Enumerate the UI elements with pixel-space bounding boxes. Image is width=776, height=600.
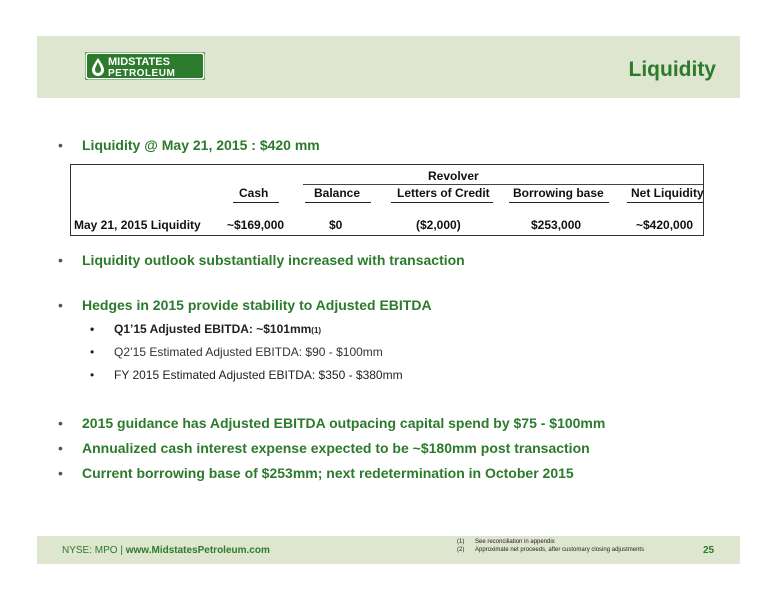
bullet-marker: • (58, 465, 63, 481)
cell-net-liquidity: ~$420,000 (636, 218, 694, 232)
col-header-net-liquidity: Net Liquidity (631, 186, 704, 200)
footer-url[interactable]: www.MidstatesPetroleum.com (125, 545, 270, 556)
footnotes (457, 538, 644, 554)
sub-bullet-fy (90, 368, 403, 382)
cell-cash: ~$169,000 (227, 218, 285, 232)
bullet-text: 2015 guidance has Adjusted EBITDA outpacing capital spend by $75 - $100mm (82, 415, 606, 431)
col-underline (627, 202, 703, 203)
sub-bullet-marker: • (90, 322, 95, 336)
col-underline (233, 202, 279, 203)
sub-bullet-q1 (90, 322, 321, 336)
col-underline (391, 202, 493, 203)
sub-bullet-text: FY 2015 Estimated Adjusted EBITDA: $350 - $380mm (114, 368, 403, 382)
bullet-hedges (58, 297, 432, 313)
page-number: 25 (703, 545, 715, 556)
col-header-balance: Balance (314, 186, 361, 200)
footer-separator: | (120, 545, 123, 556)
bullet-text: Current borrowing base of $253mm; next redetermination in October 2015 (82, 465, 574, 481)
bullet-marker: • (58, 415, 63, 431)
col-header-borrowing-base: Borrowing base (513, 186, 604, 200)
bullet-borrowing-base (58, 465, 574, 481)
sub-bullet-marker: • (90, 345, 95, 359)
page-title: Liquidity (628, 58, 716, 81)
bullet-outlook (58, 252, 465, 268)
cell-balance: $0 (329, 218, 343, 232)
footnote (457, 546, 644, 554)
footnote-text: Approximate net proceeds, after customary closing adjustments (475, 547, 645, 553)
bullet-text: Liquidity @ May 21, 2015 : $420 mm (82, 137, 320, 153)
logo-text-bottom: PETROLEUM (108, 68, 176, 79)
bullet-marker: • (58, 137, 63, 153)
footer-ticker-line (62, 545, 270, 556)
footnote-ref: (1) (311, 326, 322, 335)
col-header-cash: Cash (239, 186, 269, 200)
cell-borrowing-base: $253,000 (531, 218, 582, 232)
logo-text-top: MIDSTATES (108, 56, 170, 68)
footer-ticker: NYSE: MPO (62, 545, 118, 556)
cell-letters-of-credit: ($2,000) (416, 218, 461, 232)
bullet-marker: • (58, 440, 63, 456)
liquidity-table (70, 164, 704, 236)
col-underline (305, 202, 371, 203)
bullet-marker: • (58, 297, 63, 313)
footnote-number: (2) (457, 547, 465, 553)
bullet-interest (58, 440, 590, 456)
col-underline (509, 202, 609, 203)
bullet-liquidity-headline (58, 137, 320, 153)
sub-bullet-text: Q2’15 Estimated Adjusted EBITDA: $90 - $100mm (114, 345, 383, 359)
bullet-text: Liquidity outlook substantially increased with transaction (82, 252, 465, 268)
table-group-header: Revolver (428, 169, 479, 183)
sub-bullet-text: Q1’15 Adjusted EBITDA: ~$101mm (114, 322, 312, 336)
col-header-letters-of-credit: Letters of Credit (397, 186, 490, 200)
footnote-number: (1) (457, 539, 465, 545)
bullet-guidance (58, 415, 605, 431)
bullet-text: Annualized cash interest expense expected to be ~$180mm post transaction (82, 440, 590, 456)
row-label: May 21, 2015 Liquidity (74, 218, 201, 232)
group-header-rule (303, 184, 703, 185)
bullet-text: Hedges in 2015 provide stability to Adjusted EBITDA (82, 297, 432, 313)
footnote (457, 538, 644, 546)
footnote-text: See reconciliation in appendix (475, 539, 555, 545)
bullet-marker: • (58, 252, 63, 268)
sub-bullet-q2 (90, 345, 383, 359)
sub-bullet-marker: • (90, 368, 95, 382)
company-logo (85, 52, 205, 80)
